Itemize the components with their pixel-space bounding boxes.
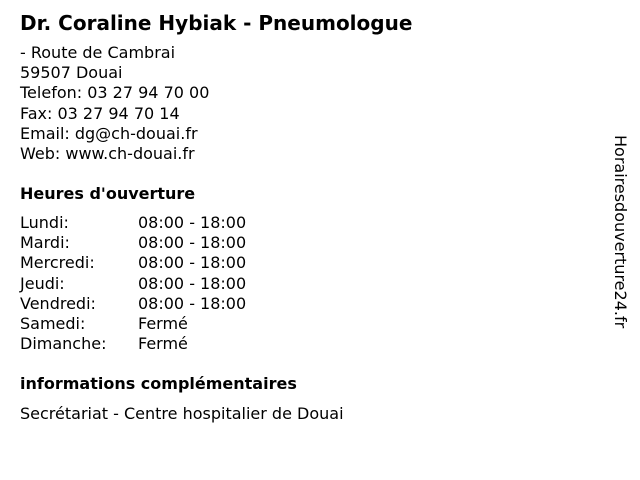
- day-label: Lundi:: [20, 213, 69, 232]
- contact-block: [20, 43, 209, 164]
- address-street: - Route de Cambrai: [20, 43, 176, 62]
- hours-row-saturday: [20, 314, 246, 334]
- site-watermark: Horairesdouverture24.fr: [611, 135, 630, 329]
- hours-row-thursday: [20, 274, 246, 294]
- hours-row-monday: [20, 213, 246, 233]
- day-label: Dimanche:: [20, 334, 107, 354]
- hours-row-sunday: [20, 334, 246, 354]
- day-label: Mardi:: [20, 233, 70, 253]
- phone-number: Telefon: 03 27 94 70 00: [20, 83, 210, 103]
- email-address: Email: dg@ch-douai.fr: [20, 123, 198, 143]
- day-label: Samedi:: [20, 314, 86, 334]
- time-value: 08:00 - 18:00: [138, 253, 247, 273]
- time-value: 08:00 - 18:00: [138, 233, 247, 253]
- hours-row-friday: [20, 294, 246, 314]
- time-value: 08:00 - 18:00: [138, 293, 247, 313]
- day-label: Mercredi:: [20, 253, 95, 273]
- opening-hours-table: [20, 213, 246, 354]
- address-city: 59507 Douai: [20, 63, 123, 83]
- additional-info-text: Secrétariat - Centre hospitalier de Douai: [20, 404, 344, 423]
- hours-row-tuesday: [20, 233, 246, 253]
- time-value: 08:00 - 18:00: [138, 273, 247, 293]
- day-label: Jeudi:: [20, 273, 65, 293]
- time-value: Fermé: [138, 314, 188, 334]
- additional-info-heading: informations complémentaires: [20, 374, 297, 393]
- page-title: Dr. Coraline Hybiak - Pneumologue: [20, 11, 413, 35]
- hours-row-wednesday: [20, 253, 246, 273]
- opening-hours-heading: Heures d'ouverture: [20, 184, 196, 203]
- day-label: Vendredi:: [20, 293, 96, 313]
- time-value: 08:00 - 18:00: [138, 213, 247, 232]
- website: Web: www.ch-douai.fr: [20, 144, 195, 164]
- time-value: Fermé: [138, 334, 188, 354]
- fax-number: Fax: 03 27 94 70 14: [20, 103, 180, 123]
